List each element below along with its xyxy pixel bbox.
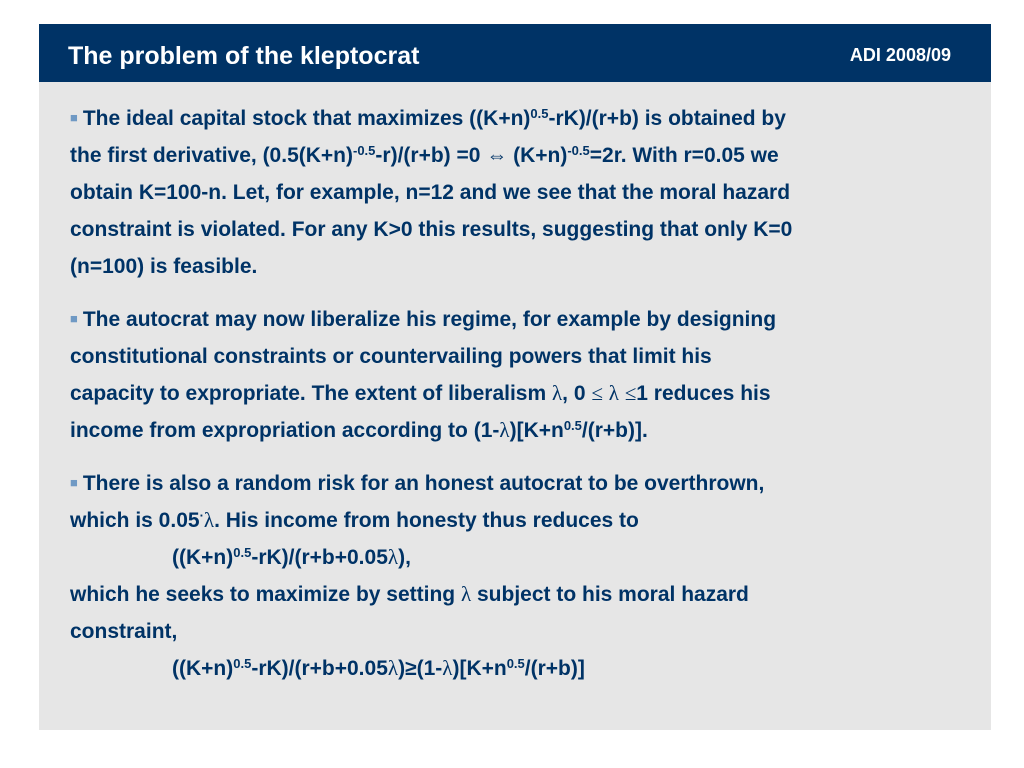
bullet-paragraph-ideal-capital	[70, 99, 965, 285]
text-run: ),	[398, 546, 411, 569]
superscript: 0.5	[233, 545, 252, 560]
text-line	[70, 576, 965, 613]
slide-header	[39, 24, 991, 82]
math-symbol: ≤	[591, 381, 603, 405]
text-run: )≥(1-	[398, 657, 443, 680]
superscript: -0.5	[353, 143, 376, 158]
superscript: 0.5	[530, 106, 549, 121]
bullet-paragraph-liberalize	[70, 300, 965, 449]
text-run: )[K+n	[452, 657, 507, 680]
text-run: , 0	[562, 382, 592, 405]
superscript: 0.5	[233, 656, 252, 671]
text-line	[70, 300, 965, 338]
text-run: The ideal capital stock that maximizes ((K+n)	[82, 107, 531, 130]
text-run: )[K+n	[509, 419, 564, 442]
text-line	[70, 464, 965, 502]
text-line	[70, 650, 965, 687]
text-line	[70, 412, 965, 449]
text-run: -rK)/(r+b+0.05	[251, 546, 388, 569]
square-bullet-icon: ■	[70, 110, 78, 125]
math-symbol: ≤	[624, 381, 637, 405]
math-symbol: λ	[203, 508, 215, 532]
superscript: 0.5	[506, 656, 525, 671]
math-symbol: λ	[499, 418, 510, 442]
text-run: constraint,	[70, 620, 178, 643]
math-symbol: λ	[551, 381, 563, 405]
math-symbol: λ	[460, 582, 472, 606]
superscript: ·	[199, 508, 204, 523]
text-run: -rK)/(r+b) is obtained by	[548, 107, 786, 130]
math-symbol: λ	[387, 545, 399, 569]
math-symbol: λ	[442, 656, 453, 680]
math-symbol: λ	[608, 381, 619, 405]
superscript: 0.5	[563, 418, 582, 433]
superscript: -0.5	[567, 143, 590, 158]
text-line	[70, 375, 965, 412]
text-line	[70, 613, 965, 650]
text-run: income from expropriation according to (1-	[70, 419, 500, 442]
text-line	[70, 539, 965, 576]
text-run: (K+n)	[507, 144, 568, 167]
text-run: subject to his moral hazard	[471, 583, 749, 606]
course-tag: ADI 2008/09	[849, 45, 951, 65]
text-run: the first derivative, (0.5(K+n)	[70, 144, 353, 167]
text-run: ((K+n)	[172, 546, 234, 569]
text-run: which is 0.05	[70, 509, 200, 532]
text-line	[70, 338, 965, 375]
text-line	[70, 137, 965, 174]
text-run: -r)/(r+b) =0	[375, 144, 487, 167]
text-run: =2r. With r=0.05 we	[589, 144, 779, 167]
text-run: capacity to expropriate. The extent of liberalism	[70, 382, 552, 405]
square-bullet-icon: ■	[70, 311, 78, 326]
text-run: There is also a random risk for an honest autocrat to be overthrown,	[82, 472, 765, 495]
text-run: /(r+b)]	[524, 657, 585, 680]
math-symbol: ⇔	[486, 143, 508, 167]
text-run: which he seeks to maximize by setting	[70, 583, 461, 606]
bullet-paragraph-random-risk	[70, 464, 965, 687]
text-run: The autocrat may now liberalize his regime, for example by designing	[82, 308, 777, 331]
text-line	[70, 248, 965, 285]
math-symbol: λ	[387, 656, 399, 680]
text-run: constitutional constraints or countervailing powers that limit his	[70, 345, 712, 368]
text-line	[70, 502, 965, 539]
text-run: /(r+b)].	[581, 419, 648, 442]
text-run: . His income from honesty thus reduces to	[214, 509, 639, 532]
text-run: (n=100) is feasible.	[70, 255, 258, 278]
text-line	[70, 174, 965, 211]
square-bullet-icon: ■	[70, 475, 78, 490]
text-run: ((K+n)	[172, 657, 234, 680]
slide-title: The problem of the kleptocrat	[68, 42, 420, 70]
text-run: obtain K=100-n. Let, for example, n=12 and we see that the moral hazard	[70, 181, 791, 204]
slide-body	[39, 82, 991, 730]
text-run: -rK)/(r+b+0.05	[251, 657, 388, 680]
text-run: 1 reduces his	[636, 382, 771, 405]
text-line	[70, 99, 965, 137]
text-run: constraint is violated. For any K>0 this results, suggesting that only K=0	[70, 218, 793, 241]
text-line	[70, 211, 965, 248]
